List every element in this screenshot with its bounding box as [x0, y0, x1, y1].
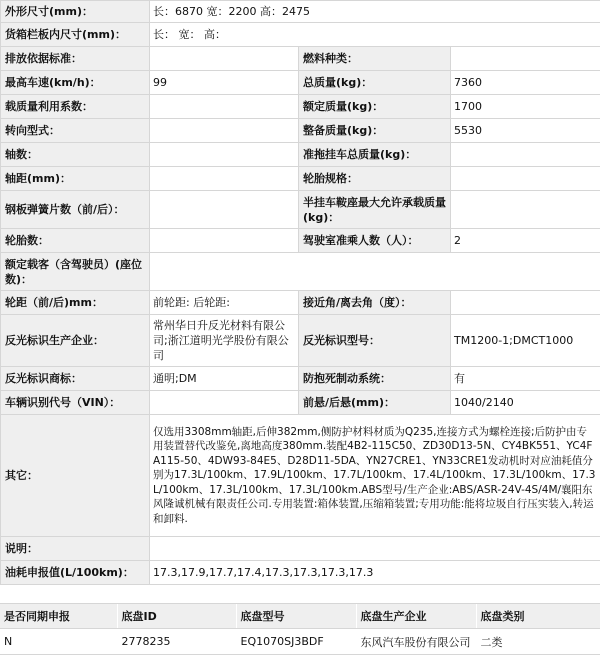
spec-row — [1, 71, 600, 95]
chassis-header-maker: 底盘生产企业 — [356, 604, 476, 629]
tire-spec-value — [451, 167, 600, 191]
track-value: 前轮距: 后轮距: — [150, 291, 299, 315]
chassis-table — [0, 603, 600, 655]
notes-value — [150, 537, 600, 561]
spec-row — [1, 537, 600, 561]
steering-label: 转向型式： — [1, 119, 150, 143]
axles-label: 轴数： — [1, 143, 150, 167]
other-value: 仅选用3308mm轴距,后伸382mm,侧防护材料材质为Q235,连接方式为螺栓连接;后防护由专用装置替代改鉴免,离地高度380mm.装配4B2-115C50、ZD30D13-5N、CY4BK551、YC4FA115-50、4DW93-84E5、D28D11-5DA、YN27CRE1、YN33CRE1发动机时对应油耗值分别为17.3L/100km、17.9L/100km、17.7L/100km、17.4L/100km、17.3L/100km、17.3L/100km、17.3L/100km、17.3L/100km.ABS型号/生产企业:ABS/ASR-24V-4S/4M/襄阳东风隆诚机械有限责任公司.专用装置:箱体装置,压缩箱装置;专用功能:能将垃圾自行压实装入,转运和卸料. — [150, 415, 600, 537]
springs-label: 钢板弹簧片数（前/后）： — [1, 191, 150, 229]
spec-row — [1, 191, 600, 229]
wheelbase-label: 轴距(mm)： — [1, 167, 150, 191]
total-mass-label: 总质量(kg)： — [299, 71, 451, 95]
spec-row — [1, 291, 600, 315]
spec-row — [1, 119, 600, 143]
chassis-same-period-value: N — [0, 629, 117, 655]
cargo-value: 长： 宽： 高： — [150, 23, 600, 47]
cab-seats-label: 驾驶室准乘人数（人）： — [299, 229, 451, 253]
load-coef-value — [150, 95, 299, 119]
track-label: 轮距（前/后)mm： — [1, 291, 150, 315]
rated-load-value: 1700 — [451, 95, 600, 119]
abs-value: 有 — [451, 367, 600, 391]
abs-label: 防抱死制动系统： — [299, 367, 451, 391]
angles-label: 接近角/离去角（度）： — [299, 291, 451, 315]
spec-row — [1, 1, 600, 23]
reflector-model-label: 反光标识型号： — [299, 315, 451, 367]
chassis-model-value: EQ1070SJ3BDF — [236, 629, 356, 655]
chassis-header-id: 底盘ID — [117, 604, 236, 629]
reflector-maker-value: 常州华日升反光材料有限公司;浙江道明光学股份有限公司 — [150, 315, 299, 367]
dims-label: 外形尺寸(mm)： — [1, 1, 150, 23]
chassis-category-value: 二类 — [476, 629, 600, 655]
trailer-mass-label: 准拖挂车总质量(kg)： — [299, 143, 451, 167]
passengers-label: 额定载客（含驾驶员）(座位数)： — [1, 253, 150, 291]
dims-value: 长：6870 宽：2200 高：2475 — [150, 1, 600, 23]
springs-value — [150, 191, 299, 229]
chassis-header-model: 底盘型号 — [236, 604, 356, 629]
passengers-value — [150, 253, 600, 291]
spec-row — [1, 415, 600, 537]
rated-load-label: 额定质量(kg)： — [299, 95, 451, 119]
spec-row — [1, 47, 600, 71]
speed-value: 99 — [150, 71, 299, 95]
cargo-label: 货箱栏板内尺寸(mm)： — [1, 23, 150, 47]
load-coef-label: 载质量利用系数： — [1, 95, 150, 119]
reflector-model-value: TM1200-1;DMCT1000 — [451, 315, 600, 367]
tires-label: 轮胎数： — [1, 229, 150, 253]
curb-mass-value: 5530 — [451, 119, 600, 143]
emission-label: 排放依据标准： — [1, 47, 150, 71]
reflector-brand-value: 通明;DM — [150, 367, 299, 391]
emission-value — [150, 47, 299, 71]
saddle-value — [451, 191, 600, 229]
spec-row — [1, 367, 600, 391]
chassis-id-value: 2778235 — [117, 629, 236, 655]
chassis-header-same-period: 是否同期申报 — [0, 604, 117, 629]
spec-row — [1, 143, 600, 167]
overhang-label: 前悬/后悬(mm)： — [299, 391, 451, 415]
cab-seats-value: 2 — [451, 229, 600, 253]
wheelbase-value — [150, 167, 299, 191]
spec-row — [1, 253, 600, 291]
chassis-header-category: 底盘类别 — [476, 604, 600, 629]
chassis-data-row — [0, 629, 600, 655]
curb-mass-label: 整备质量(kg)： — [299, 119, 451, 143]
saddle-label: 半挂车鞍座最大允许承载质量(kg)： — [299, 191, 451, 229]
tire-spec-label: 轮胎规格： — [299, 167, 451, 191]
axles-value — [150, 143, 299, 167]
steering-value — [150, 119, 299, 143]
speed-label: 最高车速(km/h)： — [1, 71, 150, 95]
tires-value — [150, 229, 299, 253]
fuel-value — [451, 47, 600, 71]
vin-label: 车辆识别代号（VIN）： — [1, 391, 150, 415]
angles-value — [451, 291, 600, 315]
fuel-report-value: 17.3,17.9,17.7,17.4,17.3,17.3,17.3,17.3 — [150, 561, 600, 585]
spec-row — [1, 315, 600, 367]
chassis-header-row — [0, 604, 600, 629]
vin-value — [150, 391, 299, 415]
spec-row — [1, 391, 600, 415]
spec-row — [1, 167, 600, 191]
reflector-brand-label: 反光标识商标： — [1, 367, 150, 391]
spec-row — [1, 561, 600, 585]
spec-row — [1, 95, 600, 119]
notes-label: 说明： — [1, 537, 150, 561]
other-label: 其它： — [1, 415, 150, 537]
spec-row — [1, 229, 600, 253]
fuel-report-label: 油耗申报值(L/100km)： — [1, 561, 150, 585]
overhang-value: 1040/2140 — [451, 391, 600, 415]
fuel-label: 燃料种类： — [299, 47, 451, 71]
reflector-maker-label: 反光标识生产企业： — [1, 315, 150, 367]
trailer-mass-value — [451, 143, 600, 167]
spec-row — [1, 23, 600, 47]
total-mass-value: 7360 — [451, 71, 600, 95]
chassis-maker-value: 东风汽车股份有限公司 — [356, 629, 476, 655]
